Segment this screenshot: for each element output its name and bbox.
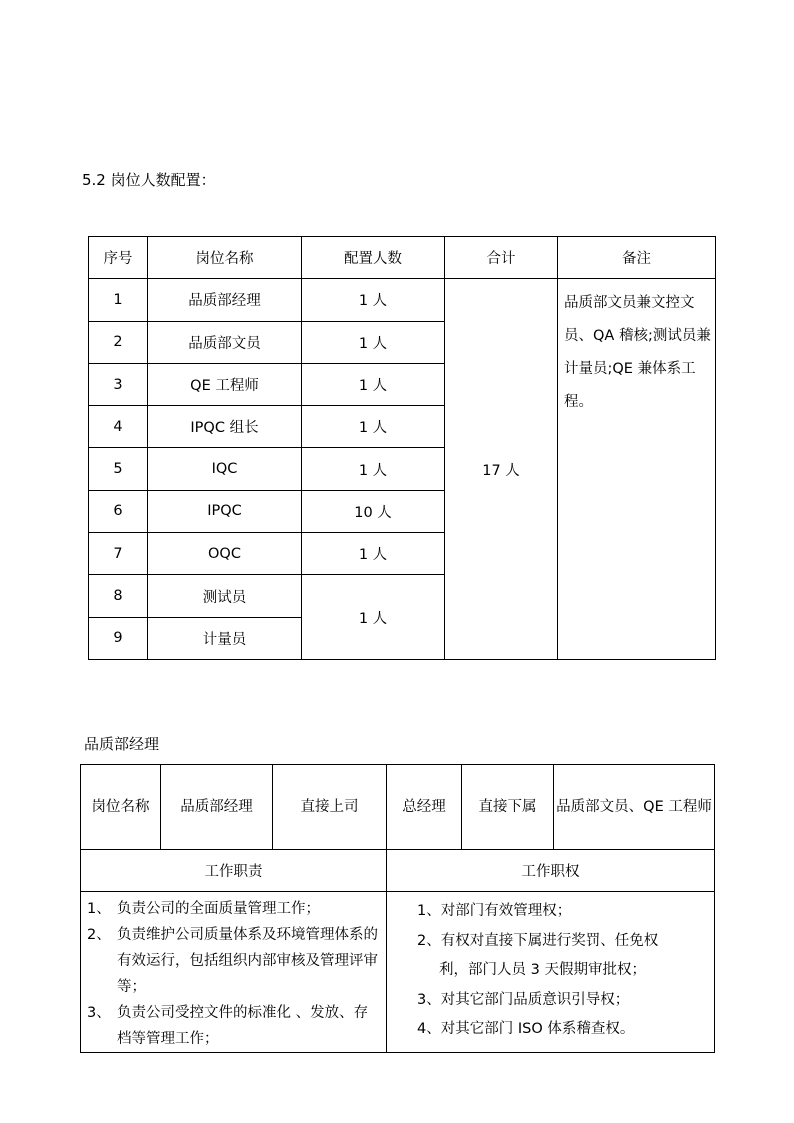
row-position: 测试员: [148, 575, 302, 617]
staffing-table: [88, 236, 716, 660]
row-no: 3: [89, 363, 148, 405]
duties-list: [81, 892, 386, 1052]
row-position: OQC: [148, 533, 302, 575]
row-position: 品质部经理: [148, 279, 302, 321]
header-no: 序号: [89, 237, 148, 279]
position-value: 品质部经理: [161, 765, 273, 850]
row-position: QE 工程师: [148, 363, 302, 405]
duty-number: 2、: [87, 927, 111, 943]
duty-number: 1、: [87, 901, 111, 917]
row-count: 1 人: [302, 279, 445, 321]
row-position: IPQC 组长: [148, 406, 302, 448]
subordinate-value: 品质部文员、QE 工程师: [554, 765, 715, 850]
duty-text: 负责维护公司质量体系及环境管理体系的有效运行，包括组织内部审核及管理评审等；: [117, 927, 378, 995]
row-count: 1 人: [302, 448, 445, 490]
manager-section-heading: 品质部经理: [84, 735, 160, 753]
row-position: IQC: [148, 448, 302, 490]
row-no: 5: [89, 448, 148, 490]
superior-value: 总经理: [387, 765, 462, 850]
job-info-row: [81, 765, 715, 850]
section-heading: 5.2 岗位人数配置：: [82, 171, 216, 189]
list-item: 4、对其它部门 ISO 体系稽查权。: [417, 1021, 635, 1037]
row-count: 1 人: [302, 363, 445, 405]
superior-label: 直接上司: [273, 765, 387, 850]
manager-job-table: [80, 764, 715, 1053]
row-position: IPQC: [148, 490, 302, 532]
list-item: 3、对其它部门品质意识引导权；: [417, 991, 630, 1008]
row-no: 6: [89, 490, 148, 532]
duty-number: 3、: [87, 1005, 111, 1021]
list-item: 2、有权对直接下属进行奖罚、任免权: [417, 932, 659, 949]
table-header-row: [89, 237, 716, 279]
authority-header: 工作职权: [387, 850, 715, 892]
duties-header: 工作职责: [81, 850, 387, 892]
list-item: [87, 922, 380, 1000]
header-note: 备注: [558, 237, 716, 279]
authority-list: [387, 892, 714, 1045]
header-count: 配置人数: [302, 237, 445, 279]
note-cell: 品质部文员兼文控文员、QA 稽核;测试员兼计量员;QE 兼体系工程。: [558, 279, 716, 660]
row-no: 9: [89, 617, 148, 659]
row-no: 8: [89, 575, 148, 617]
duty-text: 负责公司的全面质量管理工作；: [117, 901, 320, 917]
section-body-row: [81, 892, 715, 1053]
header-position: 岗位名称: [148, 237, 302, 279]
row-position: 品质部文员: [148, 321, 302, 363]
duty-text: 负责公司受控文件的标准化 、发放、存档等管理工作；: [117, 1005, 369, 1047]
table-row: [89, 279, 716, 321]
row-position: 计量员: [148, 617, 302, 659]
row-count: 1 人: [302, 533, 445, 575]
list-item: 1、对部门有效管理权；: [417, 903, 572, 919]
section-header-row: [81, 850, 715, 892]
list-item: 利，部门人员 3 天假期审批权；: [439, 962, 646, 978]
row-count-merged: 1 人: [302, 575, 445, 660]
authority-cell: [387, 892, 715, 1053]
subordinate-label: 直接下属: [462, 765, 554, 850]
row-no: 4: [89, 406, 148, 448]
row-no: 7: [89, 533, 148, 575]
row-no: 2: [89, 321, 148, 363]
total-cell: 17 人: [445, 279, 558, 660]
position-label: 岗位名称: [81, 765, 161, 850]
duties-cell: [81, 892, 387, 1053]
list-item: [87, 896, 380, 922]
header-total: 合计: [445, 237, 558, 279]
row-count: 1 人: [302, 406, 445, 448]
row-count: 10 人: [302, 490, 445, 532]
list-item: [87, 1000, 380, 1052]
row-no: 1: [89, 279, 148, 321]
row-count: 1 人: [302, 321, 445, 363]
